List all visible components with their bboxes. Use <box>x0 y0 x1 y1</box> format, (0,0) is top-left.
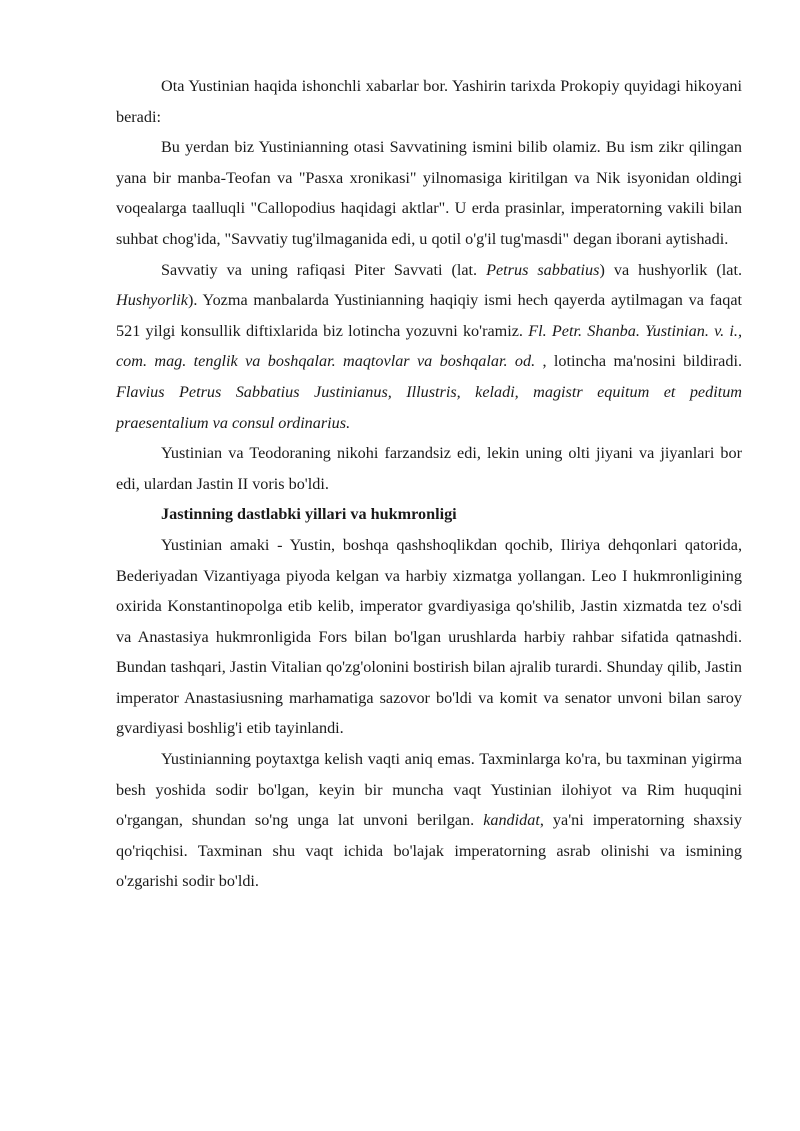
paragraph-text: ) va hushyorlik (lat. <box>599 260 742 279</box>
section-heading <box>116 499 742 530</box>
paragraph-text: Savvatiy va uning rafiqasi Piter Savvati (lat. <box>161 260 487 279</box>
latin-term-petrus-sabbatius: Petrus sabbatius <box>486 260 600 279</box>
paragraph-arrival-capital <box>116 744 742 897</box>
paragraph-text: Yustinianning poytaxtga kelish vaqti aniq emas. Taxminlarga ko'ra, bu taxminan yigirma besh yoshida sodir bo'lgan, keyin bir muncha vaqt Yustinian ilohiyot va Rim huquqini o'rgangan, shundan so'ng unga lat unvoni berilgan. <box>116 750 742 830</box>
heading-text: Jastinning dastlabki yillari va hukmronligi <box>161 505 457 524</box>
latin-term-hushyorlik: Hushyorlik <box>116 291 188 310</box>
latin-term-kandidat: kandidat <box>483 811 540 830</box>
paragraph-text: ). Yozma manbalarda Yustinianning haqiqiy ismi hech qayerda aytilmagan va faqat 521 yilgi konsullik diftixlarida biz lotincha yozuvni ko'ramiz. <box>116 291 742 340</box>
paragraph-text: Bu yerdan biz Yustinianning otasi Savvatining ismini bilib olamiz. Bu ism zikr qilingan yana bir manba-Teofan va "Pasxa xronikasi" yilnomasiga kiritilgan va Nik isyonidan oldingi voqealarga taalluqli "Callopodius haqidagi aktlar". U erda prasinlar, imperatorning vakili bilan suhbat chog'ida, "Savvatiy tug'ilmaganida edi, u qotil o'g'il tug'masdi" degan iborani aytishadi. <box>116 138 742 248</box>
latin-full-title: Flavius Petrus Sabbatius Justinianus, Illustris, keladi, magistr equitum et peditum praesentalium va consul ordinarius. <box>116 382 742 432</box>
paragraph-text: , ya'ni imperatorning shaxsiy qo'riqchisi. Taxminan shu vaqt ichida bo'lajak imperatorning asrab olinishi va ismining o'zgarishi sodir bo'ldi. <box>116 811 742 891</box>
document-page <box>116 71 742 897</box>
paragraph-parents-and-name <box>116 255 742 439</box>
paragraph-text: Yustinian amaki - Yustin, boshqa qashshoqlikdan qochib, Iliriya dehqonlari qatorida, Bederiyadan Vizantiyaga piyoda kelgan va harbiy xizmatga yollangan. Leo I hukmronligining oxirida Konstantinopolga etib kelib, imperator gvardiyasiga qo'shilib, Jastin xizmatda tez o'sdi va Anastasiya hukmronligida Fors bilan bo'lgan urushlarda harbiy rahbar sifatida qatnashdi. Bundan tashqari, Jastin Vitalian qo'zg'olonini bostirish bilan ajralib turardi. Shunday qilib, Jastin imperator Anastasiusning marhamatiga sazovor bo'ldi va komit va senator unvoni bilan saroy gvardiyasi boshlig'i etib tayinlandi. <box>116 535 742 738</box>
diptych-inscription: Fl. Petr. Shanba. Yustinian. v. i., com. mag. tenglik va boshqalar. maqtovlar va boshqalar. od. <box>116 321 743 371</box>
paragraph-savvatiy-name <box>116 132 742 254</box>
paragraph-text: Ota Yustinian haqida ishonchli xabarlar bor. Yashirin tarixda Prokopiy quyidagi hikoyani beradi: <box>116 77 742 126</box>
paragraph-justin-career <box>116 530 742 744</box>
paragraph-marriage <box>116 438 742 499</box>
paragraph-father-intro <box>116 71 742 132</box>
paragraph-text: , lotincha ma'nosini bildiradi. <box>535 352 742 371</box>
paragraph-text: Yustinian va Teodoraning nikohi farzandsiz edi, lekin uning olti jiyani va jiyanlari bor edi, ulardan Jastin II voris bo'ldi. <box>116 444 742 493</box>
